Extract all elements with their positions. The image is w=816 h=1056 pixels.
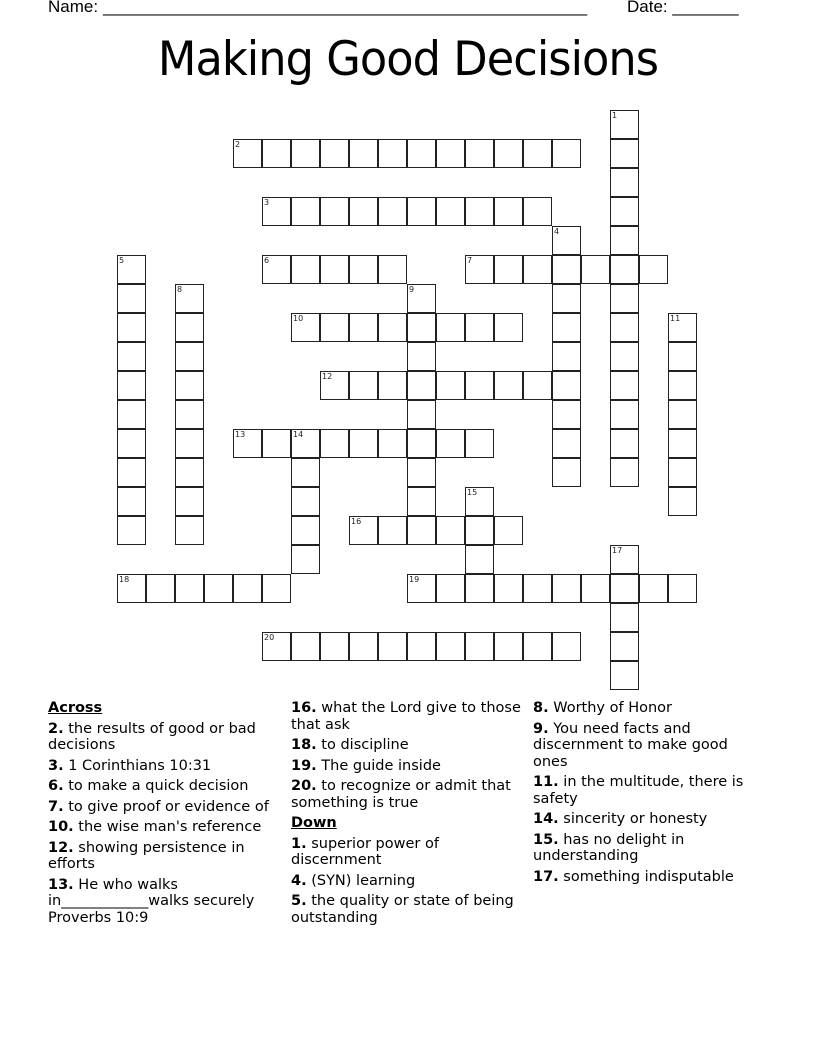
grid-cell[interactable] xyxy=(407,139,436,168)
grid-cell[interactable] xyxy=(668,487,697,516)
grid-cell[interactable] xyxy=(552,632,581,661)
grid-cell[interactable] xyxy=(436,574,465,603)
grid-cell[interactable] xyxy=(378,516,407,545)
clue-text: showing persistence in efforts xyxy=(48,839,245,872)
clue-number: 10. xyxy=(48,819,74,835)
grid-cell[interactable] xyxy=(117,429,146,458)
grid-cell[interactable] xyxy=(378,139,407,168)
down-clue-5 xyxy=(291,893,523,926)
grid-cell[interactable] xyxy=(291,487,320,516)
clue-number: 20. xyxy=(291,778,317,794)
grid-cell[interactable] xyxy=(610,429,639,458)
grid-cell[interactable] xyxy=(320,429,349,458)
clue-text: The guide inside xyxy=(321,757,441,774)
grid-cell[interactable] xyxy=(175,429,204,458)
down-clue-11 xyxy=(533,774,765,807)
grid-cell[interactable] xyxy=(117,574,146,603)
grid-cell[interactable] xyxy=(465,139,494,168)
clue-number: 11. xyxy=(533,774,559,790)
grid-cell[interactable] xyxy=(552,284,581,313)
grid-cell[interactable] xyxy=(581,574,610,603)
grid-cell[interactable] xyxy=(349,371,378,400)
cell-number: 7 xyxy=(467,256,473,265)
clue-text: the results of good or bad decisions xyxy=(48,720,256,753)
clue-text: the quality or state of being outstanding xyxy=(291,893,514,926)
clue-number: 3. xyxy=(48,757,64,774)
grid-cell[interactable] xyxy=(378,197,407,226)
grid-cell[interactable] xyxy=(523,139,552,168)
clue-text: to give proof or evidence of xyxy=(68,798,269,815)
grid-cell[interactable] xyxy=(668,574,697,603)
grid-cell[interactable] xyxy=(378,255,407,284)
grid-cell[interactable] xyxy=(407,458,436,487)
clue-text: superior power of discernment xyxy=(291,835,439,868)
grid-cell[interactable] xyxy=(465,255,494,284)
down-clue-14 xyxy=(533,811,765,828)
grid-cell[interactable] xyxy=(610,255,639,284)
grid-cell[interactable] xyxy=(146,574,175,603)
grid-cell[interactable] xyxy=(378,632,407,661)
across-clue-12 xyxy=(48,840,280,873)
grid-cell[interactable] xyxy=(204,574,233,603)
grid-cell[interactable] xyxy=(581,255,610,284)
clue-text: 1 Corinthians 10:31 xyxy=(68,757,212,774)
grid-cell[interactable] xyxy=(465,574,494,603)
grid-cell[interactable] xyxy=(610,226,639,255)
page-title: Making Good Decisions xyxy=(157,32,659,87)
grid-cell[interactable] xyxy=(378,371,407,400)
grid-cell[interactable] xyxy=(552,139,581,168)
grid-cell[interactable] xyxy=(291,313,320,342)
grid-cell[interactable] xyxy=(291,545,320,574)
cell-number: 4 xyxy=(554,227,560,236)
grid-cell[interactable] xyxy=(262,197,291,226)
across-clue-2 xyxy=(48,721,280,754)
grid-cell[interactable] xyxy=(117,458,146,487)
cell-number: 17 xyxy=(612,546,623,555)
clue-number: 14. xyxy=(533,811,559,827)
grid-cell[interactable] xyxy=(610,371,639,400)
across-clue-16 xyxy=(291,700,523,733)
grid-cell[interactable] xyxy=(117,516,146,545)
grid-cell[interactable] xyxy=(175,487,204,516)
grid-cell[interactable] xyxy=(494,371,523,400)
grid-cell[interactable] xyxy=(349,632,378,661)
cell-number: 5 xyxy=(119,256,125,265)
grid-cell[interactable] xyxy=(494,574,523,603)
grid-cell[interactable] xyxy=(668,371,697,400)
grid-cell[interactable] xyxy=(407,429,436,458)
grid-cell[interactable] xyxy=(175,400,204,429)
grid-cell[interactable] xyxy=(175,574,204,603)
grid-cell[interactable] xyxy=(610,139,639,168)
down-heading: Down xyxy=(291,815,337,831)
clue-number: 4. xyxy=(291,872,307,889)
across-clue-19 xyxy=(291,758,523,775)
grid-cell[interactable] xyxy=(465,545,494,574)
grid-cell[interactable] xyxy=(233,429,262,458)
clue-text: to make a quick decision xyxy=(68,778,249,794)
grid-cell[interactable] xyxy=(349,429,378,458)
across-clue-10 xyxy=(48,819,280,836)
grid-cell[interactable] xyxy=(262,255,291,284)
grid-cell[interactable] xyxy=(349,197,378,226)
grid-cell[interactable] xyxy=(175,516,204,545)
cell-number: 3 xyxy=(264,198,270,207)
grid-cell[interactable] xyxy=(175,284,204,313)
clue-number: 9. xyxy=(533,720,549,737)
clue-text: (SYN) learning xyxy=(311,872,416,889)
clue-text: to recognize or admit that something is true xyxy=(291,778,511,811)
clue-text: in the multitude, there is safety xyxy=(533,774,744,807)
grid-cell[interactable] xyxy=(465,197,494,226)
grid-cell[interactable] xyxy=(552,255,581,284)
grid-cell[interactable] xyxy=(407,313,436,342)
clue-number: 18. xyxy=(291,737,317,753)
across-clue-18 xyxy=(291,737,523,754)
grid-cell[interactable] xyxy=(291,516,320,545)
grid-cell[interactable] xyxy=(465,632,494,661)
clue-number: 5. xyxy=(291,893,307,909)
clue-number: 15. xyxy=(533,831,559,848)
grid-cell[interactable] xyxy=(378,313,407,342)
down-clue-9 xyxy=(533,721,765,771)
grid-cell[interactable] xyxy=(523,632,552,661)
grid-cell[interactable] xyxy=(523,371,552,400)
grid-cell[interactable] xyxy=(320,197,349,226)
grid-cell[interactable] xyxy=(175,313,204,342)
grid-cell[interactable] xyxy=(465,371,494,400)
grid-cell[interactable] xyxy=(407,284,436,313)
grid-cell[interactable] xyxy=(465,487,494,516)
grid-cell[interactable] xyxy=(407,574,436,603)
grid-cell[interactable] xyxy=(465,516,494,545)
grid-cell[interactable] xyxy=(117,313,146,342)
cell-number: 19 xyxy=(409,575,420,584)
cell-number: 6 xyxy=(264,256,270,265)
clue-text: sincerity or honesty xyxy=(563,811,708,827)
crossword-grid xyxy=(117,110,698,692)
grid-cell[interactable] xyxy=(407,197,436,226)
cell-number: 9 xyxy=(409,285,415,294)
grid-cell[interactable] xyxy=(436,371,465,400)
grid-cell[interactable] xyxy=(494,516,523,545)
grid-cell[interactable] xyxy=(233,574,262,603)
clue-number: 19. xyxy=(291,757,317,774)
grid-cell[interactable] xyxy=(610,168,639,197)
clues-column-3 xyxy=(533,700,765,889)
clue-text: has no delight in understanding xyxy=(533,831,685,864)
grid-cell[interactable] xyxy=(436,516,465,545)
grid-cell[interactable] xyxy=(117,284,146,313)
name-field[interactable]: ______________________________________________________ xyxy=(103,0,587,16)
grid-cell[interactable] xyxy=(552,429,581,458)
across-clue-6 xyxy=(48,778,280,795)
clue-text: He who walks in____________walks securely Proverbs 10:9 xyxy=(48,876,255,926)
grid-cell[interactable] xyxy=(117,371,146,400)
down-clue-17 xyxy=(533,869,765,886)
grid-cell[interactable] xyxy=(349,516,378,545)
grid-cell[interactable] xyxy=(320,255,349,284)
clue-number: 8. xyxy=(533,700,549,716)
grid-cell[interactable] xyxy=(668,342,697,371)
grid-cell[interactable] xyxy=(552,371,581,400)
grid-cell[interactable] xyxy=(465,429,494,458)
grid-cell[interactable] xyxy=(610,632,639,661)
grid-cell[interactable] xyxy=(668,313,697,342)
grid-cell[interactable] xyxy=(349,255,378,284)
cell-number: 13 xyxy=(235,430,246,439)
cell-number: 20 xyxy=(264,633,275,642)
grid-cell[interactable] xyxy=(117,400,146,429)
clue-text: the wise man's reference xyxy=(78,819,262,835)
grid-cell[interactable] xyxy=(262,429,291,458)
grid-cell[interactable] xyxy=(291,255,320,284)
across-clue-13 xyxy=(48,877,280,927)
grid-cell[interactable] xyxy=(378,429,407,458)
grid-cell[interactable] xyxy=(349,313,378,342)
clue-number: 7. xyxy=(48,798,64,815)
grid-cell[interactable] xyxy=(320,371,349,400)
grid-cell[interactable] xyxy=(407,632,436,661)
date-field[interactable]: Date: _______ xyxy=(627,0,739,16)
clue-text: to discipline xyxy=(321,737,409,753)
grid-cell[interactable] xyxy=(436,632,465,661)
grid-cell[interactable] xyxy=(436,313,465,342)
grid-cell[interactable] xyxy=(175,342,204,371)
cell-number: 18 xyxy=(119,575,130,584)
grid-cell[interactable] xyxy=(436,139,465,168)
grid-cell[interactable] xyxy=(523,574,552,603)
grid-cell[interactable] xyxy=(291,458,320,487)
clues-column-1 xyxy=(48,700,280,930)
grid-cell[interactable] xyxy=(610,342,639,371)
grid-cell[interactable] xyxy=(320,139,349,168)
grid-cell[interactable] xyxy=(262,574,291,603)
down-clue-8 xyxy=(533,700,765,717)
clue-number: 6. xyxy=(48,778,64,794)
grid-cell[interactable] xyxy=(407,371,436,400)
cell-number: 1 xyxy=(612,111,618,120)
cell-number: 10 xyxy=(293,314,304,323)
grid-cell[interactable] xyxy=(291,139,320,168)
grid-cell[interactable] xyxy=(610,458,639,487)
grid-cell[interactable] xyxy=(610,661,639,690)
cell-number: 8 xyxy=(177,285,183,294)
grid-cell[interactable] xyxy=(610,313,639,342)
grid-cell[interactable] xyxy=(668,400,697,429)
cell-number: 14 xyxy=(293,430,304,439)
clue-number: 13. xyxy=(48,876,74,893)
grid-cell[interactable] xyxy=(639,574,668,603)
grid-cell[interactable] xyxy=(639,255,668,284)
grid-cell[interactable] xyxy=(320,313,349,342)
cell-number: 15 xyxy=(467,488,478,497)
grid-cell[interactable] xyxy=(320,632,349,661)
down-clue-1 xyxy=(291,836,523,869)
grid-cell[interactable] xyxy=(610,284,639,313)
clue-number: 2. xyxy=(48,720,64,737)
grid-cell[interactable] xyxy=(291,197,320,226)
grid-cell[interactable] xyxy=(610,197,639,226)
grid-cell[interactable] xyxy=(668,458,697,487)
cell-number: 12 xyxy=(322,372,333,381)
grid-cell[interactable] xyxy=(523,255,552,284)
clue-number: 17. xyxy=(533,868,559,885)
grid-cell[interactable] xyxy=(407,400,436,429)
down-clue-15 xyxy=(533,832,765,865)
grid-cell[interactable] xyxy=(407,487,436,516)
grid-cell[interactable] xyxy=(436,429,465,458)
grid-cell[interactable] xyxy=(291,632,320,661)
grid-cell[interactable] xyxy=(117,487,146,516)
grid-cell[interactable] xyxy=(175,371,204,400)
grid-cell[interactable] xyxy=(610,545,639,574)
worksheet-header xyxy=(48,0,748,19)
grid-cell[interactable] xyxy=(494,632,523,661)
grid-cell[interactable] xyxy=(494,139,523,168)
grid-cell[interactable] xyxy=(552,458,581,487)
grid-cell[interactable] xyxy=(610,400,639,429)
grid-cell[interactable] xyxy=(233,139,262,168)
grid-cell[interactable] xyxy=(668,429,697,458)
across-heading: Across xyxy=(48,700,103,716)
grid-cell[interactable] xyxy=(552,342,581,371)
grid-cell[interactable] xyxy=(407,516,436,545)
grid-cell[interactable] xyxy=(407,342,436,371)
name-label: Name: xyxy=(48,0,99,16)
cell-number: 2 xyxy=(235,140,241,149)
grid-cell[interactable] xyxy=(494,255,523,284)
grid-cell[interactable] xyxy=(552,313,581,342)
grid-cell[interactable] xyxy=(610,110,639,139)
grid-cell[interactable] xyxy=(262,139,291,168)
clue-number: 12. xyxy=(48,839,74,856)
down-clue-4 xyxy=(291,873,523,890)
clue-text: something indisputable xyxy=(563,868,734,885)
grid-cell[interactable] xyxy=(436,197,465,226)
across-clue-20 xyxy=(291,778,523,811)
grid-cell[interactable] xyxy=(291,429,320,458)
grid-cell[interactable] xyxy=(262,632,291,661)
grid-cell[interactable] xyxy=(610,603,639,632)
grid-cell[interactable] xyxy=(552,226,581,255)
across-clue-3 xyxy=(48,758,280,775)
clue-number: 16. xyxy=(291,700,317,716)
grid-cell[interactable] xyxy=(494,197,523,226)
grid-cell[interactable] xyxy=(523,197,552,226)
grid-cell[interactable] xyxy=(610,574,639,603)
grid-cell[interactable] xyxy=(494,313,523,342)
clue-text: what the Lord give to those that ask xyxy=(291,700,521,733)
cell-number: 16 xyxy=(351,517,362,526)
across-clue-7 xyxy=(48,799,280,816)
grid-cell[interactable] xyxy=(175,458,204,487)
cell-number: 11 xyxy=(670,314,681,323)
clues-column-2 xyxy=(291,700,523,930)
grid-cell[interactable] xyxy=(117,342,146,371)
grid-cell[interactable] xyxy=(349,139,378,168)
clue-text: Worthy of Honor xyxy=(553,700,672,716)
grid-cell[interactable] xyxy=(117,255,146,284)
grid-cell[interactable] xyxy=(465,313,494,342)
clue-text: You need facts and discernment to make good ones xyxy=(533,720,728,770)
grid-cell[interactable] xyxy=(552,574,581,603)
grid-cell[interactable] xyxy=(552,400,581,429)
clue-number: 1. xyxy=(291,835,307,852)
